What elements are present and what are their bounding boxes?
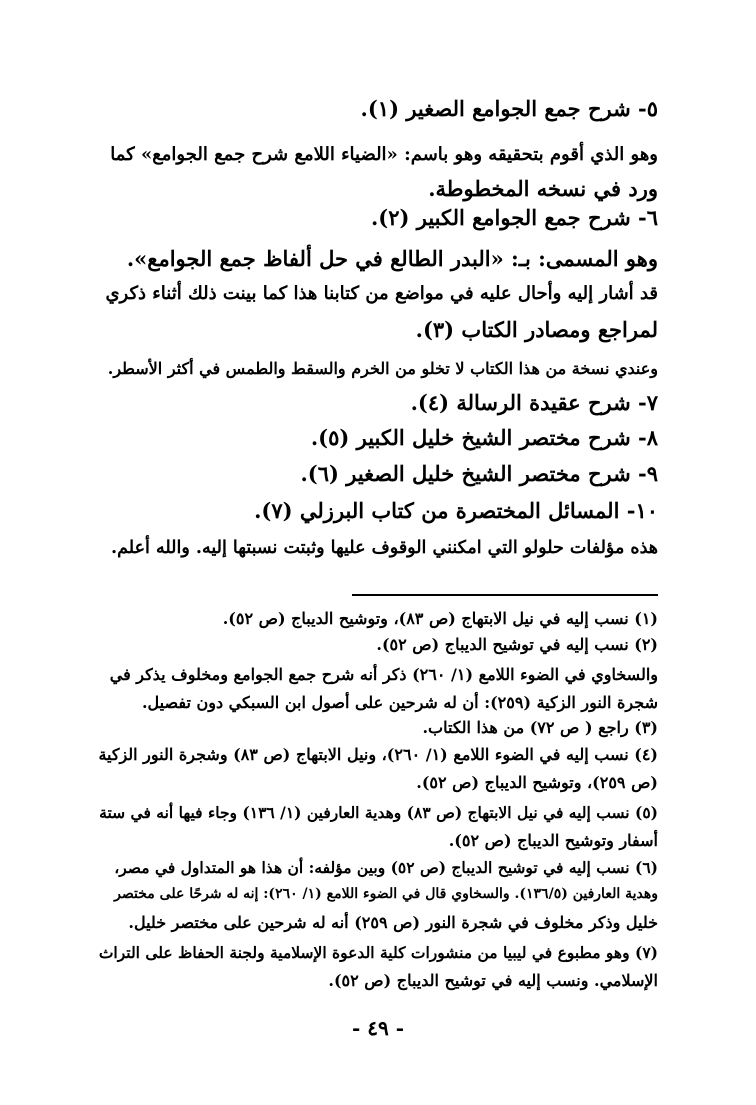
footnote-line: خليل وذكر مخلوف في شجرة النور (ص ٢٥٩) أنه له شرحين على مختصر خليل. [128, 913, 658, 932]
main-line: ٦- شرح جمع الجوامع الكبير (٢). [370, 205, 658, 230]
main-line: وهو الذي أقوم بتحقيقه وهو باسم: «الضياء اللامع شرح جمع الجوامع» كما [110, 144, 658, 165]
footnote-line: (١) نسب إليه في نيل الابتهاج (ص ٨٣)، وتوشيح الديباج (ص ٥٢). [222, 609, 658, 628]
footnote-line: (ص ٢٥٩)، وتوشيح الديباج (ص ٥٢). [416, 773, 658, 792]
main-line: لمراجع ومصادر الكتاب (٣). [415, 317, 658, 342]
footnote-line: أسفار وتوشيح الديباج (ص ٥٢). [448, 831, 658, 850]
footnote-line: وهدية العارفين (١٣٦/٥). والسخاوي قال في الضوء اللامع (١/ ٢٦٠): إنه له شرحًا على مختصر [114, 886, 658, 902]
main-line: وعندي نسخة من هذا الكتاب لا تخلو من الخرم والسقط والطمس في أكثر الأسطر. [107, 359, 658, 378]
page-number: - ٤٩ - [351, 1016, 404, 1040]
footnote-line: والسخاوي في الضوء اللامع (١/ ٢٦٠) ذكر أنه شرح جمع الجوامع ومخلوف يذكر في [109, 665, 658, 684]
main-line: ٨- شرح مختصر الشيخ خليل الكبير (٥). [310, 425, 658, 450]
main-line: ٥- شرح جمع الجوامع الصغير (١). [360, 96, 658, 121]
footnote-line: (٤) نسب إليه في الضوء اللامع (١/ ٢٦٠)، ونيل الابتهاج (ص ٨٣) وشجرة النور الزكية [98, 745, 658, 764]
footnote-line: (٧) وهو مطبوع في ليبيا من منشورات كلية الدعوة الإسلامية ولجنة الحفاظ على التراث [98, 943, 658, 962]
footnote-line: الإسلامي. ونسب إليه في توشيح الديباج (ص ٥٢). [328, 971, 658, 990]
main-line: ٧- شرح عقيدة الرسالة (٤). [410, 390, 658, 415]
main-line: قد أشار إليه وأحال عليه في مواضع من كتابنا هذا كما بينت ذلك أثناء ذكري [105, 283, 658, 304]
main-line: ورد في نسخه المخطوطة. [428, 176, 658, 201]
main-line: وهو المسمى: بـ: «البدر الطالع في حل ألفاظ جمع الجوامع». [126, 246, 658, 271]
footnote-line: شجرة النور الزكية (٢٥٩): أن له شرحين على أصول ابن السبكي دون تفصيل. [141, 693, 658, 712]
main-line: ٩- شرح مختصر الشيخ خليل الصغير (٦). [300, 461, 658, 486]
footnote-line: (٦) نسب إليه في توشيح الديباج (ص ٥٢) وبين مؤلفه: أن هذا هو المتداول في مصر، [114, 858, 658, 877]
footnote-line: (٥) نسب إليه في نيل الابتهاج (ص ٨٣) وهدية العارفين (١/ ١٣٦) وجاء فيها أنه في ستة [99, 803, 658, 822]
footnote-line: (٢) نسب إليه في توشيح الديباج (ص ٥٢). [376, 635, 658, 654]
main-line: ١٠- المسائل المختصرة من كتاب البرزلي (٧). [254, 498, 658, 523]
main-line: هذه مؤلفات حلولو التي امكنني الوقوف عليها وثبتت نسبتها إليه. والله أعلم. [111, 538, 658, 558]
footnote-line: (٣) راجع ( ص ٧٢) من هذا الكتاب. [422, 718, 658, 737]
footnote-divider [352, 594, 658, 596]
